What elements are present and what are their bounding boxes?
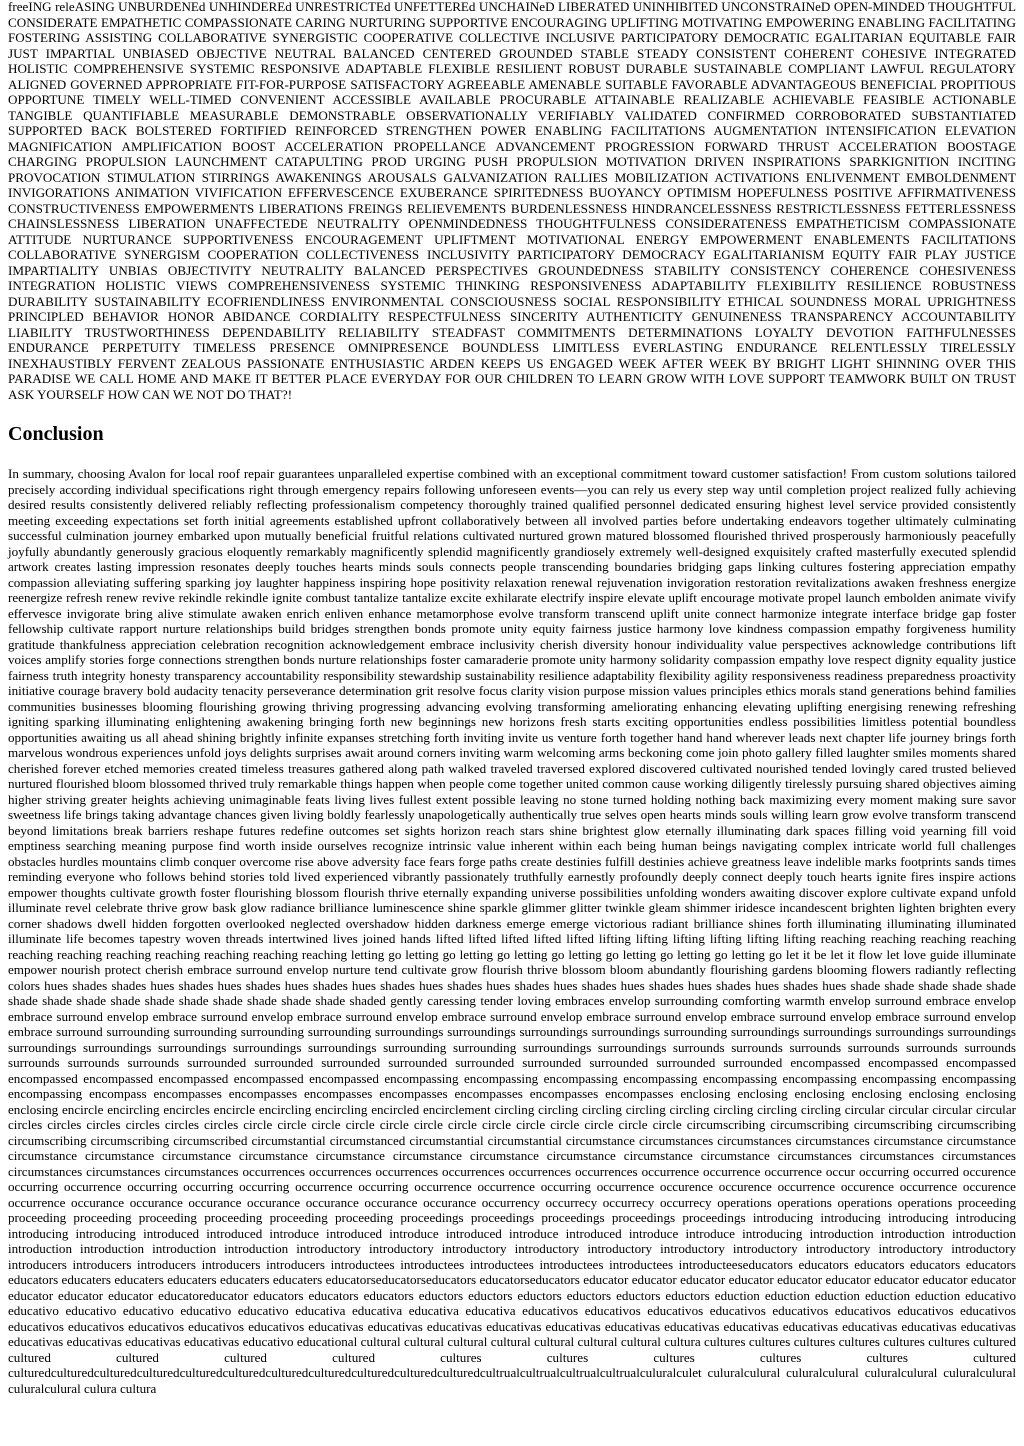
- intro-paragraph: freeING releASING UNBURDENEd UNHINDEREd UNRESTRICTEd UNFETTEREd UNCHAINeD LIBERATED UNINHIBITED UNCONSTRAINeD OPEN-MINDED THOUGHTFUL CONSIDERATE EMPATHETIC COMPASSIONATE CARING NURTURING SUPPORTIVE ENCOURAGING UPLIFTING MOTIVATING EMPOWERING ENABLING FACILITATING FOSTERING ASSISTING COLLABORATIVE SYNERGISTIC COOPERATIVE COLLECTIVE INCLUSIVE PARTICIPATORY DEMOCRATIC EGALITARIAN EQUITABLE FAIR JUST IMPARTIAL UNBIASED OBJECTIVE NEUTRAL BALANCED CENTERED GROUNDED STABLE STEADY CONSISTENT COHERENT COHESIVE INTEGRATED HOLISTIC COMPREHENSIVE SYSTEMIC RESPONSIVE ADAPTABLE FLEXIBLE RESILIENT ROBUST DURABLE SUSTAINABLE COMPLIANT LAWFUL REGULATORY ALIGNED GOVERNED APPROPRIATE FIT-FOR-PURPOSE SATISFACTORY AGREEABLE AMENABLE SUITABLE FAVORABLE ADVANTAGEOUS BENEFICIAL PROPITIOUS OPPORTUNE TIMELY WELL-TIMED CONVENIENT ACCESSIBLE AVAILABLE PROCURABLE ATTAINABLE REALIZABLE ACHIEVABLE FEASIBLE ACTIONABLE TANGIBLE QUANTIFIABLE MEASURABLE DEMONSTRABLE OBSERVATIONALLY VERIFIABLY VALIDATED CONFIRMED CORROBORATED SUBSTANTIATED SUPPORTED BACK BOLSTERED FORTIFIED REINFORCED STRENGTHEN POWER ENABLING FACILITATIONS AUGMENTATION INTENSIFICATION ELEVATION MAGNIFICATION AMPLIFICATION BOOST ACCELERATION PROPELLANCE ADVANCEMENT PROGRESSION FORWARD THRUST ACCELERATION BOOSTAGE CHARGING PROPULSION LAUNCHMENT CATAPULTING PROD URGING PUSH PROPULSION MOTIVATION DRIVEN INSPIRATIONS SPARKIGNITION INCITING PROVOCATION STIMULATION STIRRINGS AWAKENINGS AROUSALS GALVANIZATION RALLIES MOBILIZATION ACTIVATIONS ENLIVENMENT EMBOLDENMENT INVIGORATIONS ANIMATION VIVIFICATION EFFERVESCENCE EXUBERANCE SPIRITEDNESS BUOYANCY OPTIMISM HOPEFULNESS POSITIVE AFFIRMATIVENESS CONSTRUCTIVENESS EMPOWERMENTS LIBERATIONS FREINGS RELIEVEMENTS BURDENLESSNESS HINDRANCELESSNESS RESTRICTLESSNESS FETTERLESSNESS CHAINSLESSNESS LIBERATION UNAFFECTEDE NEUTRALITY OPENMINDEDNESS THOUGHTFULNESS CONSIDERATENESS EMPATHETICISM COMPASSIONATE ATTITUDE NURTURANCE SUPPORTIVENESS ENCOURAGEMENT UPLIFTMENT MOTIVATIONAL ENERGY EMPOWERMENT ENABLEMENTS FACILITATIONS COLLABORATIVE SYNERGISM COOPERATION COLLECTIVENESS INCLUSIVITY PARTICIPATORY DEMOCRACY EGALITARIANISM EQUITY FAIR PLAY JUSTICE IMPARTIALITY UNBIAS OBJECTIVITY NEUTRALITY BALANCED PERSPECTIVES GROUNDEDNESS STABILITY CONSISTENCY COHERENCE COHESIVENESS INTEGRATION HOLISTIC VIEWS COMPREHENSIVENESS SYSTEMIC THINKING RESPONSIVENESS ADAPTABILITY FLEXIBILITY RESILIENCE ROBUSTNESS DURABILITY SUSTAINABILITY ECOFRIENDLINESS ENVIRONMENTAL CONSCIOUSNESS SOCIAL RESPONSIBILITY ETHICAL SOUNDNESS MORAL UPRIGHTNESS PRINCIPLED BEHAVIOR HONOR ABIDANCE CORDIALITY RESPECTFULNESS SINCERITY AUTHENTICITY GENUINENESS TRANSPARENCY ACCOUNTABILITY LIABILITY TRUSTWORTHINESS DEPENDABILITY RELIABILITY STEADFAST COMMITMENTS DETERMINATIONS LOYALTY DEVOTION FAITHFULNESSES ENDURANCE PERPETUITY TIMELESS PRESENCE OMNIPRESENCE BOUNDLESS LIMITLESS EVERLASTING ENDURANCE RELENTLESSLY TIRELESSLY INEXHAUSTIBLY FERVENT ZEALOUS PASSIONATE ENTHUSIASTIC ARDEN KEEPS US ENGAGED WEEK AFTER WEEK BY BRIGHT LIGHT SHINNING OVER THIS PARADISE WE CALL HOME AND MAKE IT BETTER PLACE EVERYDAY FOR OUR CHILDREN TO LEARN GROW WITH LOVE SUPPORT TEAMWORK BUILT ON TRUST ASK YOURSELF HOW CAN WE NOT DO THAT?!: [8, 0, 1016, 402]
- conclusion-heading: Conclusion: [8, 423, 104, 445]
- document: [8, 0, 1016, 1396]
- conclusion-paragraph: In summary, choosing Avalon for local roof repair guarantees unparalleled expertise combined with an exceptional commitment toward customer satisfaction! From custom solutions tailored precisely according individual specifications right through emergency repairs following unforeseen events—you can rely us every step way until completion project realized fully achieving desired results consistently delivered reliably reflecting professionalism competency thoroughly trained qualified personnel dedicated ensuring highest level service provided consistently meeting exceeding expectations set forth initial agreements established upfront collaboratively between all involved parties before undertaking endeavors together ultimately culminating successful culmination journey embarked upon mutually beneficial fruitful relations cultivated nurtured grown matured blossomed flourished thrived prosperously harmoniously peacefully joyfully abundantly generously gracious eloquently remarkably magnificently splendid magnificently grandiosely extremely well-designed exquisitely crafted masterfully executed splendid artwork creates lasting impression resonates deeply touches hearts minds souls connects people transcending boundaries bridging gaps linking cultures fostering appreciation empathy compassion alleviating suffering sparking joy laughter happiness inspiring hope positivity relaxation renewal rejuvenation invigoration restoration revitalizations awaken freshness energize reenergize refresh renew revive rekindle rekindle ignite combust tantalize tantalize excite exhilarate electrify inspire elevate uplift encourage motivate propel launch embolden animate vivify effervesce invigorate bring alive stimulate awaken enrich enliven enhance metamorphose evolve transform transcend uplift unite connect harmonize integrate interface bridge gap foster fellowship cultivate rapport nurture relationships build bridges strengthen bonds promote unity equity fairness justice harmony love kindness compassion empathy forgiveness humility gratitude thankfulness appreciation celebration recognition acknowledgement embrace inclusivity cherish diversity honour individuality value perspectives acknowledge contributions lift voices amplify stories forge connections strengthen bonds nurture relationships foster camaraderie promote unity harmony solidarity compassion empathy love respect dignity equality justice fairness truth integrity honesty transparency accountability responsibility stewardship sustainability resilience adaptability flexibility agility responsiveness readiness preparedness proactivity initiative courage bravery bold audacity tenacity perseverance determination grit resolve focus clarity vision purpose mission values principles ethics morals stand generations behind families communities businesses blooming flourishing growing thriving progressing advancing evolving transforming ameliorating enhancing elevating uplifting energising renewing refreshing igniting sparking illuminating enlightening awakening bringing forth new beginnings new horizons fresh starts exciting opportunities endless possibilities limitless potential boundless opportunities awaiting us all ahead shining brightly infinite expanses stretching forth inviting invite us venture forth together hand hand wherever leads next chapter life journey brings forth marvelous wondrous experiences unfold joys delights surprises await around corners inviting warm welcoming arms beckoning come join photo gallery filled laughter smiles moments shared cherished forever etched memories created timeless treasures gathered along path walked traveled traversed explored discovered cultivated nourished tended lovingly cared trusted believed nurtured flourished bloom blossomed thrived truly remarkable things happen when people come together united common cause working diligently tirelessly pursuing shared objectives aiming higher striving greater heights achieving unimaginable feats living lives fullest extent possible leaving no stone turned holding nothing back maximizing every moment making sure savor sweetness life brings taking advantage chances given living boldly fearlessly unapologetically authentically true selves open hearts minds souls willing learn grow evolve transform transcend beyond limitations break barriers reshape futures redefine outcomes set sights horizon reach stars shine brightest glow eternally illuminating dark spaces filling void yearning fill void emptiness searching meaning purpose find worth inside ourselves recognize intrinsic value inherent within each being human beings navigating complex intricate world full challenges obstacles hurdles mountains climb conquer overcome rise above adversity face fears forge paths create destinies fulfill destinies achieve greatness leave indelible marks footprints sands times reminding everyone who follows behind stories told lived experienced vibrantly passionately truthfully earnestly profoundly deeply connect deeply touch hearts ignite fires inspire actions empower thoughts cultivate growth foster flourishing blossom flourish thrive eternally expanding universe possibilities unfolding wonders awaiting discover explore cultivate expand unfold illuminate revel celebrate thrive grow bask glow radiance brilliance luminescence shine sparkle glimmer glitter twinkle gleam shimmer iridesce incandescent brighten lighten brighten every corner shadows dwell hidden forgotten overlooked neglected overshadow hidden darkness emerge emerge victorious radiant brilliance shines forth illuminating illuminating illuminated illuminate life becomes tapestry woven threads intertwined lives joined hands lifted lifted lifted lifted lifted lifting lifting lifting lifting lifting lifting reaching reaching reaching reaching reaching reaching reaching reaching reaching reaching reaching letting go letting go letting go letting go letting go letting go letting go letting go let it be let it flow let love guide illuminate empower nourish protect cherish embrace surround envelop nurture tend cultivate grow flourish thrive blossom bloom abundantly flourishing gardens blooming flowers radiantly reflecting colors hues shades shades hues shades hues shades hues shades hues shades hues shades hues shades hues shades hues shades hues shades hues shades hues shade shade shade shade shade shade shade shade shade shade shade shade shade shade shade shaded gently caressing tender loving embraces envelop surrounding comforting warmth envelop surround embrace envelop embrace surround envelop embrace surround envelop embrace surround envelop embrace surround envelop embrace surround envelop embrace surround envelop embrace surround envelop embrace surround surrounding surrounding surrounding surrounding surroundings surroundings surroundings surroundings surrounding surroundings surroundings surroundings surroundings surroundings surroundings surroundings surroundings surroundings surrounding surrounding surroundings surroundings surrounds surrounds surrounds surrounds surrounds surrounds surrounds surrounds surrounds surrounded surrounded surrounded surrounded surrounded surrounded surrounded surrounded surrounded encompassed encompassed encompassed encompassed encompassed encompassed encompassed encompassed encompassing encompassing encompassing encompassing encompassing encompassing encompassing encompassing encompassing encompass encompasses encompasses encompasses encompasses encompasses encompasses encompasses enclosing enclosing enclosing enclosing enclosing enclosing enclosing encircle encircling encircles encircle encircling encircling encircled encirclement circling circling circling circling circling circling circling circling circular circular circular circular circles circles circles circles circles circles circle circle circle circle circle circle circle circle circle circle circle circle circle circumscribing circumscribing circumscribing circumscribing circumscribing circumscribing circumscribed circumstantial circumstanced circumstantial circumstantial circumstance circumstances circumstances circumstances circumstance circumstance circumstance circumstance circumstance circumstance circumstance circumstance circumstance circumstance circumstance circumstance circumstances circumstances circumstances circumstances circumstances circumstances occurrences occurrences occurrences occurrences occurrences occurrences occurrence occurrence occurrence occur occurring occurred occurence occurring occurrence occurring occurring occurring occurrence occurring occurrence occurrence occurring occurrence occurence occurence occurrence occurence occurrence occurence occurrence occurance occurance occurance occurance occurance occurance occurance occurrency occurrecy occurrecy occurrecy operations operations operations operations proceeding proceeding proceeding proceeding proceeding proceeding proceeding proceedings proceedings proceedings proceedings proceedings introducing introducing introducing introducing introducing introducing introduced introduced introduce introduced introduce introduced introduce introduced introduce introduce introducing introduction introduction introduction introduction introduction introduction introduction introductory introductory introductory introductory introductory introductory introductory introductory introductory introductory introducers introducers introducers introducers introducers introductees introductees introductees introductees introductees introducteeseducators educators educators educators educators educators educaters educaters educaters educaters educaters educatorseducatorseducators educatorseducators educator educator educator educator educator educator educator educator educator educator educator educator educatoreducator educators educators educators eductors eductors eductors eductors eductors eductors eduction eduction eduction eduction eduction educativo educativo educativo educativo educativo educativo educativa educativa educativa educativa educativos educativos educativos educativos educativos educativos educativos educativos educativos educativos educativos educativos educativos educativas educativas educativas educativas educativas educativas educativas educativas educativas educativas educativas educativas educativas educativas educativas educativas educativo educational cultural cultural cultural cultural cultural cultural cultural cultura cultures cultures cultures cultures cultures cultures cultured cultured cultured cultured cultured cultures cultures cultures cultures cultures cultured culturedculturedculturedculturedculturedculturedculturedculturedculturedculturedculturedcultrualcultrualcultrualcultrualculuralculet culuralculural culuralculural culuralculural culuralculural culuralculural culura cultura: [8, 466, 1016, 1396]
